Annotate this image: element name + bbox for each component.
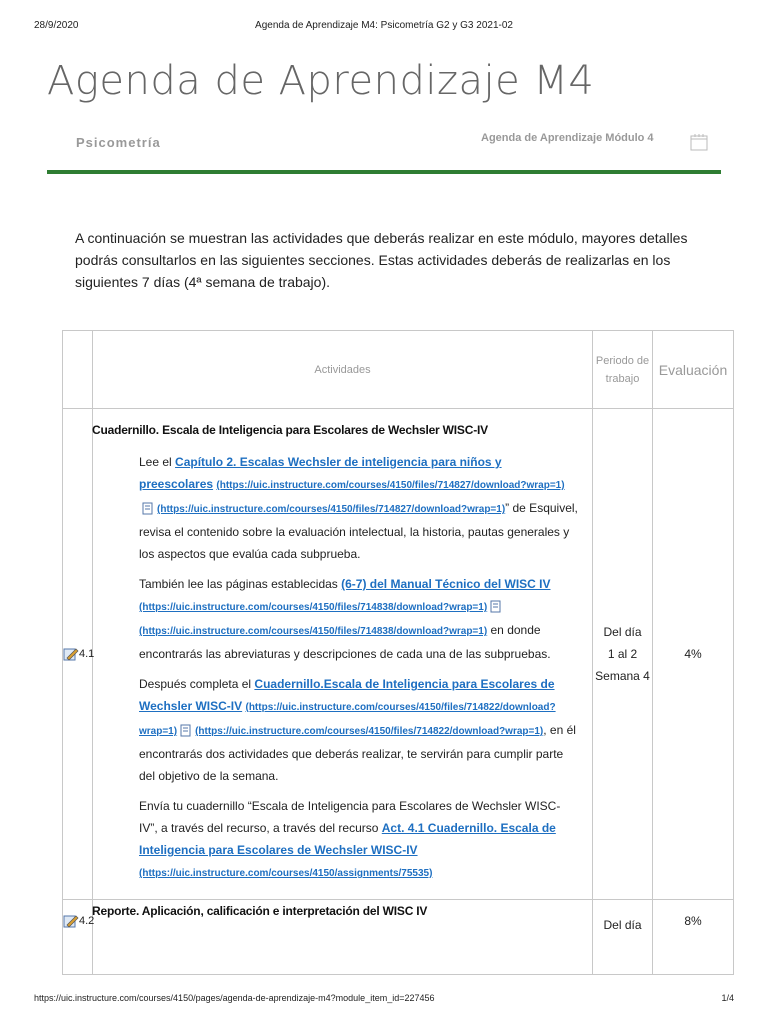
module-label: Agenda de Aprendizaje Módulo 4 [481, 132, 654, 144]
print-page-number: 1/4 [721, 993, 734, 1003]
activity-content [93, 900, 593, 975]
file-url-link[interactable]: (https://uic.instructure.com/courses/4150/files/714827/download?wrap=1) [157, 504, 506, 515]
print-url: https://uic.instructure.com/courses/4150/pages/agenda-de-aprendizaje-m4?module_item_id=227456 [34, 993, 435, 1003]
period-cell: Del día 1 al 2 Semana 4 [593, 409, 653, 900]
activity-paragraph: También lee las páginas establecidas (6-7) del Manual Técnico del WISC IV (https://uic.instructure.com/courses/4150/files/714838/download?wrap=1)(https://uic.instructure.com/courses/4150/files/714838/download?wrap=1) en donde encontrarás las abreviaturas y descripciones de cada una de las subpruebas. [139, 577, 551, 661]
file-url-link[interactable]: (https://uic.instructure.com/courses/4150/files/714838/download?wrap=1) [139, 602, 488, 613]
print-title: Agenda de Aprendizaje M4: Psicometría G2 y G3 2021-02 [255, 20, 513, 31]
assignment-link[interactable]: Act. 4.1 Cuadernillo. Escala de Inteligencia para Escolares de Wechsler WISC-IV [139, 821, 556, 857]
evaluation-cell: 4% [653, 409, 734, 900]
activities-table [62, 330, 734, 975]
activity-content [93, 409, 593, 900]
activity-number-cell [63, 900, 93, 975]
header-period: Periodo de trabajo [593, 331, 653, 409]
header-divider [47, 170, 721, 174]
activity-paragraph: Envía tu cuadernillo “Escala de Inteligencia para Escolares de Wechsler WISC-IV”, a través del recurso, a través del recurso Act. 4.1 Cuadernillo. Escala de Inteligencia para Escolares de Wechsler WISC-IV (https://uic.instructure.com/courses/4150/assignments/75535) [139, 799, 561, 879]
manual-link[interactable]: (6-7) del Manual Técnico del WISC IV [341, 577, 551, 591]
intro-text: A continuación se muestran las actividades que deberás realizar en este módulo, mayores detalles podrás consultarlos en las siguientes secciones. Estas actividades deberás de realizarlas en los siguientes 7 días (4ª semana de trabajo). [75, 230, 688, 290]
activity-number-cell [63, 409, 93, 900]
activity-title: Reporte. Aplicación, calificación e interpretación del WISC IV [92, 904, 428, 918]
table-header-row [63, 331, 734, 409]
file-url-link[interactable]: (https://uic.instructure.com/courses/4150/files/714827/download?wrap=1) [216, 480, 565, 491]
calendar-icon [690, 133, 708, 151]
file-url-link[interactable]: (https://uic.instructure.com/courses/4150/files/714822/download?wrap=1) [195, 726, 544, 737]
evaluation-cell: 8% [653, 900, 734, 975]
header-num-cell [63, 331, 93, 409]
page-title: Agenda de Aprendizaje M4 [47, 58, 595, 104]
header-activities: Actividades [93, 331, 593, 409]
course-name: Psicometría [76, 135, 161, 150]
print-date: 28/9/2020 [34, 20, 79, 31]
assignment-url-link[interactable]: (https://uic.instructure.com/courses/4150/assignments/75535) [139, 868, 433, 879]
header-evaluation: Evaluación [653, 331, 734, 409]
activity-number: 4.1 [79, 647, 95, 660]
activity-title: Cuadernillo. Escala de Inteligencia para Escolares de Wechsler WISC-IV [92, 423, 488, 437]
workbook-link[interactable]: Cuadernillo.Escala de Inteligencia para Escolares de Wechsler WISC-IV [139, 677, 555, 713]
activity-paragraph: Lee el Capítulo 2. Escalas Wechsler de inteligencia para niños y preescolares (https://uic.instructure.com/courses/4150/files/714827/download?wrap=1)(https://uic.instructure.com/courses/4150/files/714827/download?wrap=1)” de Esquivel, revisa el contenido sobre la evaluación intelectual, la historia, pautas generales y los aspectos que evalúa cada subprueba. [139, 455, 578, 561]
table-row [63, 409, 734, 900]
file-preview-icon[interactable] [490, 600, 502, 613]
file-preview-icon[interactable] [180, 724, 192, 737]
file-url-link[interactable]: (https://uic.instructure.com/courses/4150/files/714838/download?wrap=1) [139, 626, 488, 637]
assignment-icon [63, 914, 79, 928]
period-cell: Del día [593, 900, 653, 975]
chapter-link[interactable]: Capítulo 2. Escalas Wechsler de inteligencia para niños y preescolares [139, 455, 502, 491]
file-preview-icon[interactable] [142, 502, 154, 515]
file-url-link[interactable]: (https://uic.instructure.com/courses/4150/files/714822/download?wrap=1) [139, 702, 556, 737]
activity-paragraph: Después completa el Cuadernillo.Escala de Inteligencia para Escolares de Wechsler WISC-IV (https://uic.instructure.com/courses/4150/files/714822/download?wrap=1) (https://uic.instructure.com/courses/4150/files/714822/download?wrap=1), en él encontrarás dos actividades que deberás realizar, te servirán para cumplir parte del objetivo de la semana. [139, 677, 576, 783]
activity-number: 4.2 [79, 914, 95, 927]
assignment-icon [63, 647, 79, 661]
table-row [63, 900, 734, 975]
